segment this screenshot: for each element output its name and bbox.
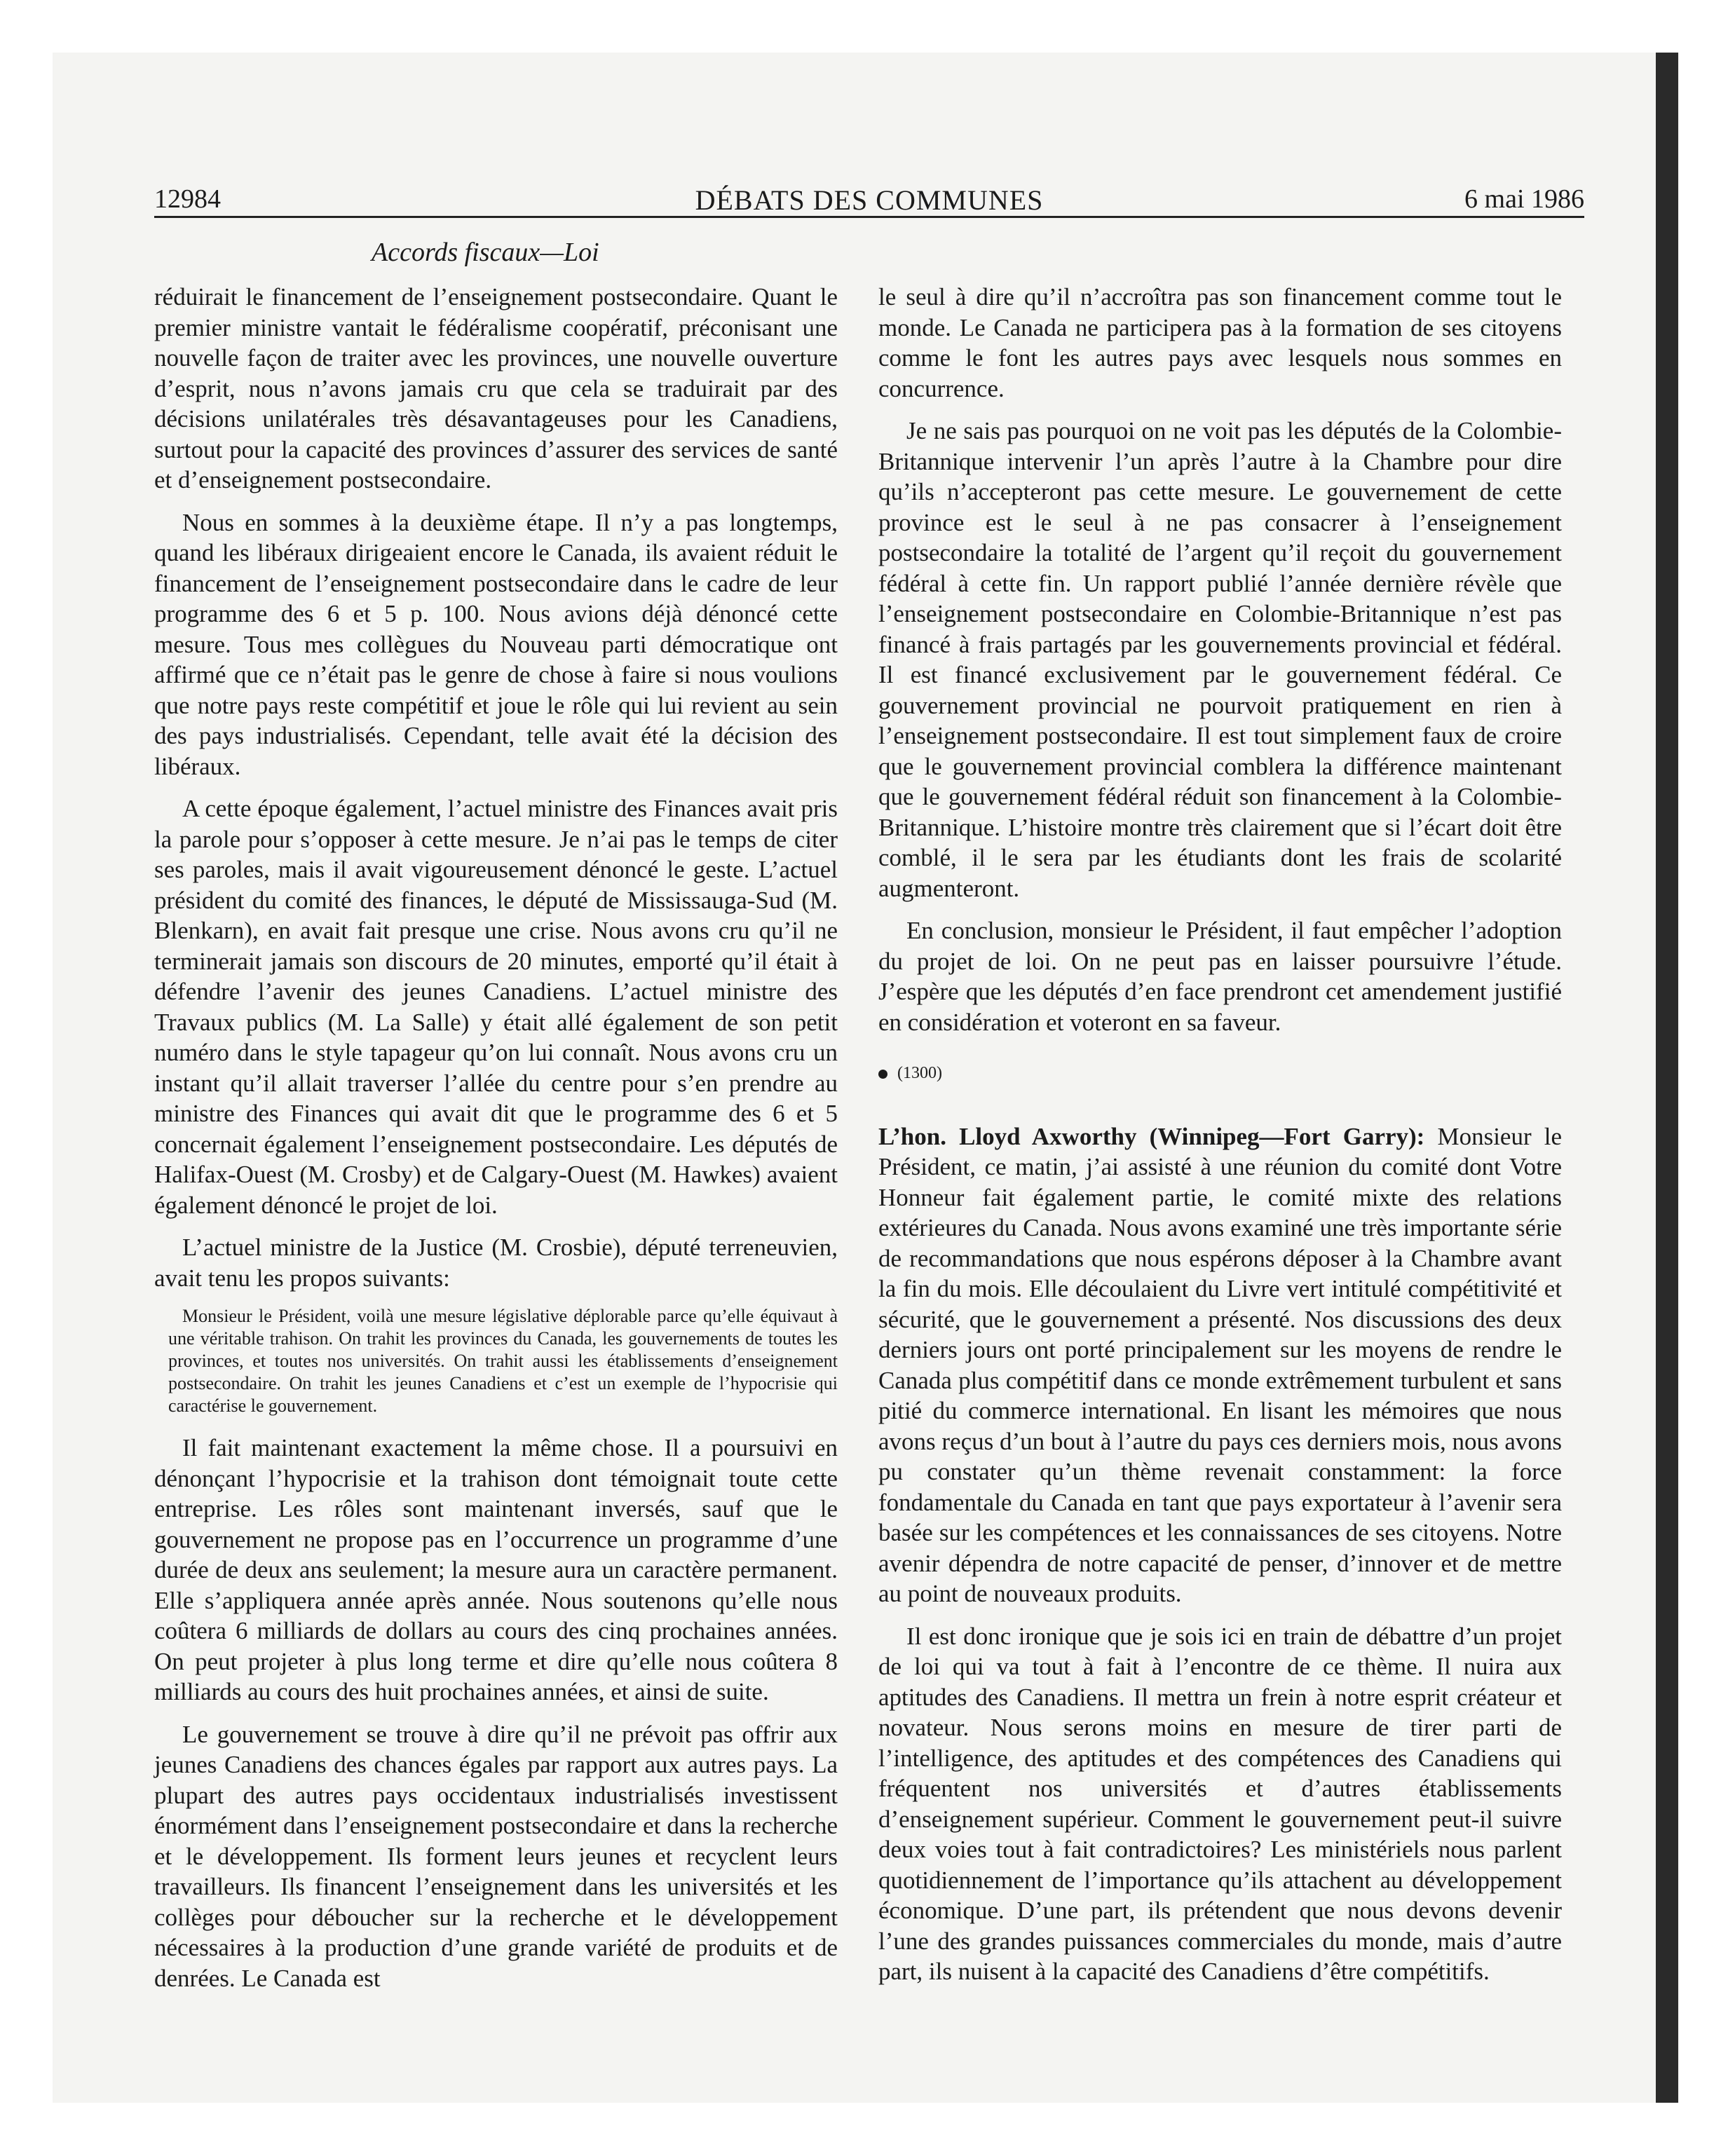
bullet-icon: [878, 1070, 887, 1079]
paragraph: Il est donc ironique que je sois ici en train de débattre d’un projet de loi qui va tout à fait à l’encontre de ce thème. Il nuira aux aptitudes des Canadiens. Il mettra un frein à notre esprit créateur et novateur. Nous serons moins en mesure de tirer parti de l’intelligence, des aptitudes et des compétences des Canadiens qui fréquentent nos universités et d’autres établissements d’enseignement supérieur. Comment le gouvernement peut-il suivre deux voies tout à fait contradictoires? Les ministériels nous parlent quotidiennement de l’importance qu’ils attachent au développement économique. D’une part, ils prétendent que nous devons devenir l’une des grandes puissances commerciales du monde, mais d’autre part, ils nuisent à la capacité des Canadiens d’être compétitifs.: [878, 1622, 1562, 1985]
paragraph: Le gouvernement se trouve à dire qu’il ne prévoit pas offrir aux jeunes Canadiens des chances égales par rapport aux autres pays. La plupart des autres pays occidentaux industrialisés investissent énormément dans l’enseignement postsecondaire et dans la recherche et le développement. Ils forment leurs jeunes et recyclent leurs travailleurs. Ils financent l’enseignement dans les universités et les collèges pour déboucher sur la recherche et le développement nécessaires à la production d’une grande variété de produits et de denrées. Le Canada est: [154, 1720, 838, 1992]
speaker-name: L’hon. Lloyd Axworthy (Winnipeg—Fort Garry):: [878, 1122, 1425, 1150]
header-rule: [154, 216, 1584, 218]
time-marker-label: (1300): [897, 1064, 942, 1082]
paragraph: Je ne sais pas pourquoi on ne voit pas les députés de la Colombie-Britannique intervenir l’un après l’autre à la Chambre pour dire qu’ils n’accepteront pas cette mesure. Le gouvernement de cette province est le seul à ne pas consacrer à l’enseignement postsecondaire la totalité de l’argent qu’il reçoit du gouvernement fédéral à cette fin. Un rapport publié l’année dernière révèle que l’enseignement postsecondaire en Colombie-Britannique n’est pas financé à frais partagés par les gouvernements provincial et fédéral. Il est financé exclusivement par le gouvernement fédéral. Ce gouvernement provincial ne pourvoit pratiquement en rien à l’enseignement postsecondaire. Il est tout simplement faux de croire que le gouvernement provincial comblera la différence maintenant que le gouvernement fédéral réduit son financement à la Colombie-Britannique. L’histoire montre très clairement que si l’écart doit être comblé, il le sera par les étudiants dont les frais de scolarité augmenteront.: [878, 417, 1562, 902]
paragraph: réduirait le financement de l’enseignement postsecondaire. Quant le premier ministre vantait le fédéralisme coopératif, préconisant une nouvelle façon de traiter avec les provinces, une nouvelle ouverture d’esprit, nous n’avons jamais cru que cela se traduirait par des décisions unilatérales très désavantageuses pour les Canadiens, surtout pour la capacité des provinces d’assurer des services de santé et d’enseignement postsecondaire.: [154, 283, 838, 493]
block-quote: Monsieur le Président, voilà une mesure législative déplorable parce qu’elle équivaut à une véritable trahison. On trahit les provinces du Canada, les gouvernements de toutes les provinces, et toutes nos universités. On trahit aussi les établissements d’enseignement postsecondaire. On trahit les jeunes Canadiens et c’est un exemple de l’hypocrisie qui caractérise le gouvernement.: [168, 1306, 838, 1416]
publication-title: DÉBATS DES COMMUNES: [695, 184, 1044, 216]
page-date: 6 mai 1986: [1464, 184, 1584, 214]
left-column: [154, 282, 838, 2005]
paragraph: L’actuel ministre de la Justice (M. Crosbie), député terreneuvien, avait tenu les propos suivants:: [154, 1234, 838, 1292]
paragraph: Nous en sommes à la deuxième étape. Il n’y a pas longtemps, quand les libéraux dirigeaient encore le Canada, ils avaient réduit le financement de l’enseignement postsecondaire dans le cadre de leur programme des 6 et 5 p. 100. Nous avions déjà dénoncé cette mesure. Tous mes collègues du Nouveau parti démocratique ont affirmé que ce n’était pas le genre de chose à faire si nous voulions que notre pays reste compétitif et joue le rôle qui lui revient au sein des pays industrialisés. Cependant, telle avait été la décision des libéraux.: [154, 508, 838, 780]
scan-edge: [1656, 53, 1678, 2103]
paragraph: A cette époque également, l’actuel ministre des Finances avait pris la parole pour s’opposer à cette mesure. Je n’ai pas le temps de citer ses paroles, mais il avait vigoureusement dénoncé le geste. L’actuel président du comité des finances, le député de Mississauga-Sud (M. Blenkarn), en avait fait presque une crise. Nous avons cru qu’il ne terminerait jamais son discours de 20 minutes, emporté qu’il était à défendre l’avenir des jeunes Canadiens. L’actuel ministre des Travaux publics (M. La Salle) y était allé également de son petit numéro dans le style tapageur qu’on lui connaît. Nous avons cru un instant qu’il allait traverser l’allée du centre pour s’en prendre au ministre des Finances qui avait dit que le programme des 6 et 5 concernait également l’enseignement postsecondaire. Les députés de Halifax-Ouest (M. Crosby) et de Calgary-Ouest (M. Hawkes) avaient également dénoncé le projet de loi.: [154, 795, 838, 1219]
time-marker: [878, 1058, 1562, 1089]
page-number: 12984: [154, 184, 221, 214]
paragraph: En conclusion, monsieur le Président, il faut empêcher l’adoption du projet de loi. On ne peut pas en laisser poursuivre l’étude. J’espère que les députés d’en face prendront cet amendement justifié en considération et voteront en sa faveur.: [878, 917, 1562, 1036]
speech-text: Monsieur le Président, ce matin, j’ai assisté à une réunion du comité dont Votre Honneur fait également partie, le comité mixte des relations extérieures du Canada. Nous avons examiné une très importante série de recommandations que nous espérons déposer à la Chambre avant la fin du mois. Elle découlaient du Livre vert intitulé compétitivité et sécurité, que le gouvernement a présenté. Nos discussions des deux derniers jours ont porté principalement sur les moyens de rendre le Canada plus compétitif dans ce monde extrêmement turbulent et sans pitié du commerce international. En lisant les mémoires que nous avons reçus d’un bout à l’autre du pays ces derniers mois, nous avons pu constater qu’un thème revenait constamment: la force fondamentale du Canada en tant que pays exportateur à l’avenir sera basée sur les compétences et les connaissances de ses citoyens. Notre avenir dépendra de notre capacité de penser, d’innover et de mettre au point de nouveaux produits.: [878, 1122, 1563, 1607]
section-subheading: Accords fiscaux—Loi: [372, 238, 599, 267]
paragraph: Il fait maintenant exactement la même chose. Il a poursuivi en dénonçant l’hypocrisie et la trahison dont témoignait toute cette entreprise. Les rôles sont maintenant inversés, sauf que le gouvernement ne propose pas en l’occurrence un programme d’une durée de deux ans seulement; la mesure aura un caractère permanent. Elle s’appliquera année après année. Nous soutenons qu’elle nous coûtera 6 milliards de dollars au cours des cinq prochaines années. On peut projeter à plus long terme et dire qu’elle nous coûtera 8 milliards au cours des huit prochaines années, et ainsi de suite.: [154, 1434, 838, 1705]
paragraph: le seul à dire qu’il n’accroîtra pas son financement comme tout le monde. Le Canada ne participera pas à la formation de ses citoyens comme le font les autres pays avec lesquels nous sommes en concurrence.: [878, 283, 1562, 402]
page-header: [154, 184, 1584, 219]
speech-paragraph: [878, 1121, 1562, 1609]
right-column: [878, 282, 1562, 1999]
